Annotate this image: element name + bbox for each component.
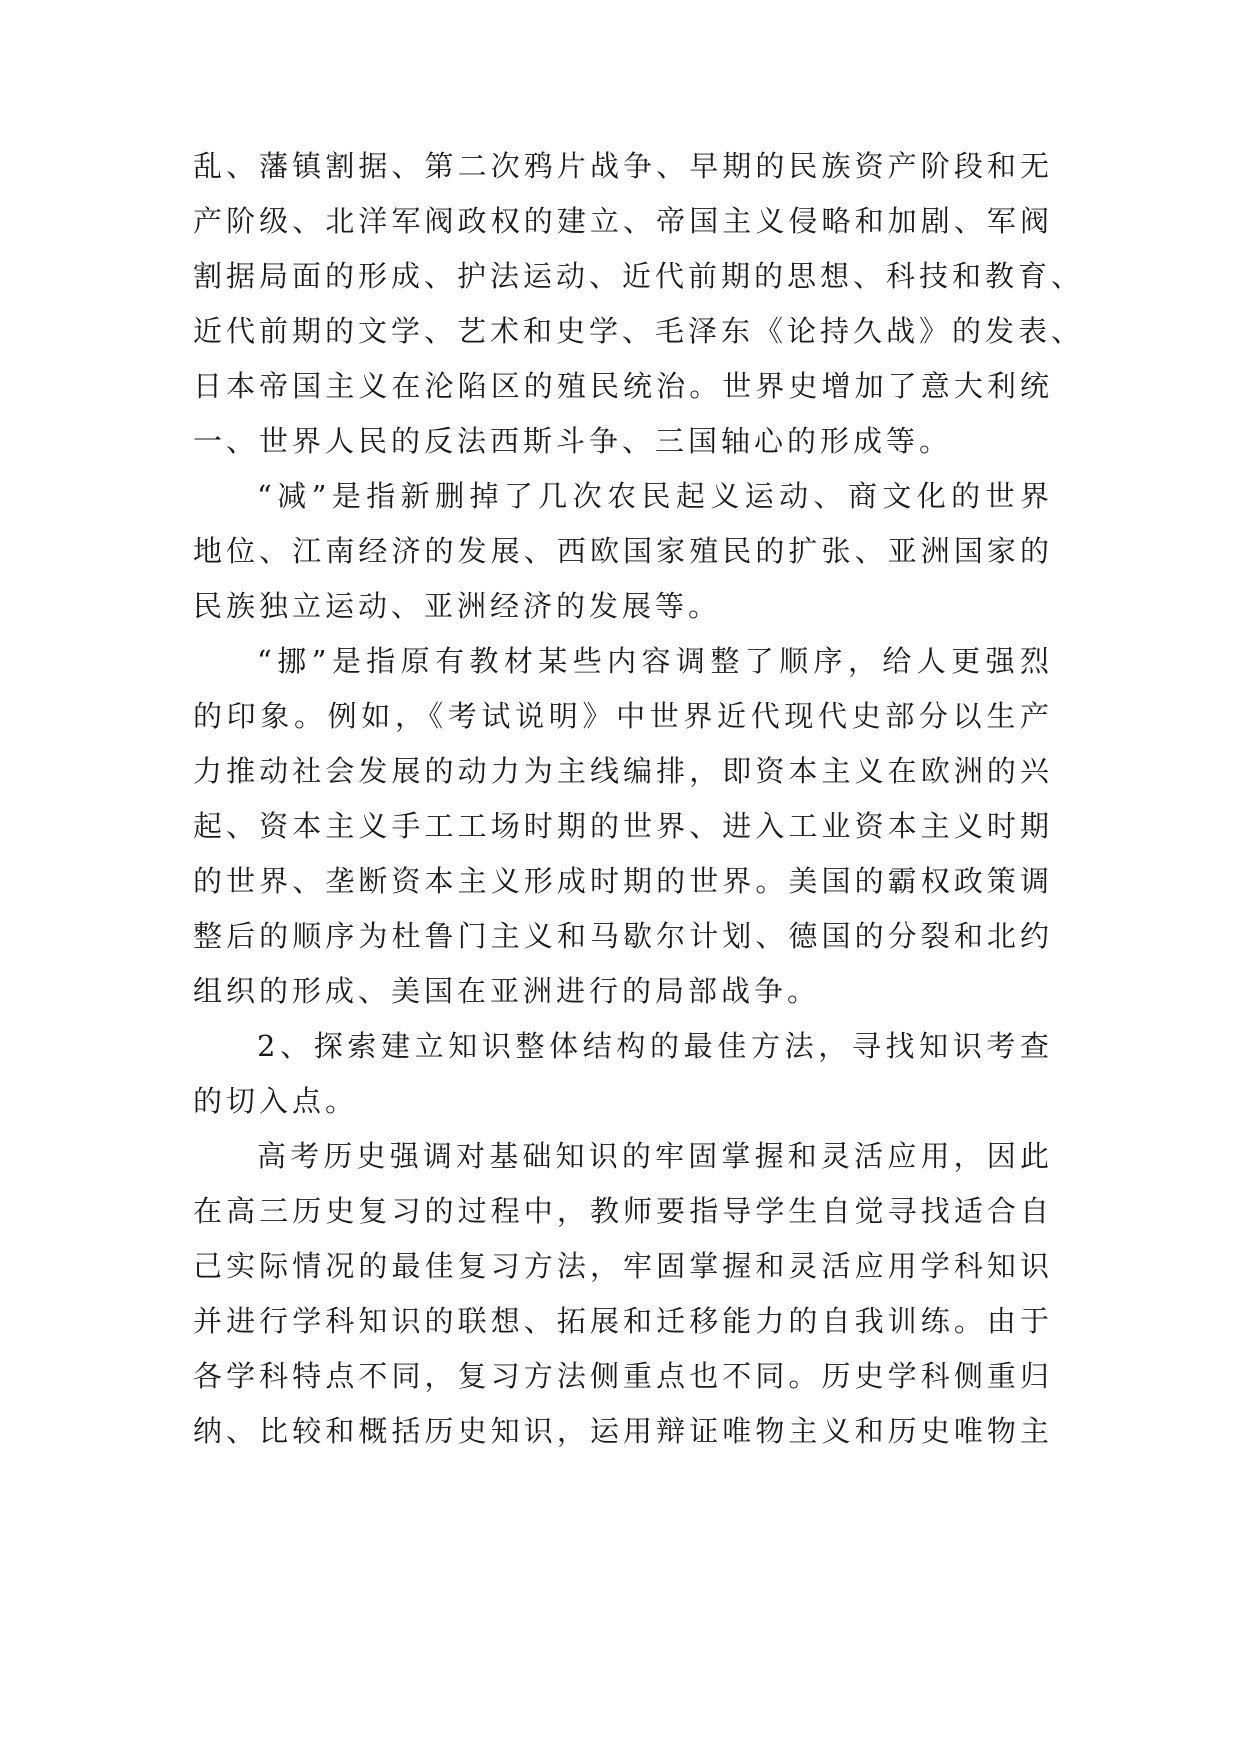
- text-line: 近代前期的文学、艺术和史学、毛泽东《论持久战》的发表、: [193, 314, 1085, 348]
- text-line: 割据局面的形成、护法运动、近代前期的思想、科技和教育、: [193, 259, 1085, 293]
- paragraph-start-line: 高考历史强调对基础知识的牢固掌握和灵活应用，因此: [257, 1139, 1053, 1173]
- text-line: 产阶级、北洋军阀政权的建立、帝国主义侵略和加剧、军阀: [193, 204, 1053, 238]
- text-line: 乱、藩镇割据、第二次鸦片战争、早期的民族资产阶段和无: [193, 149, 1053, 183]
- paragraph-start-line: “减”是指新删掉了几次农民起义运动、商文化的世界: [257, 479, 1053, 513]
- text-line: 民族独立运动、亚洲经济的发展等。: [193, 589, 722, 623]
- text-line: 并进行学科知识的联想、拓展和迁移能力的自我训练。由于: [193, 1304, 1053, 1338]
- text-line: 己实际情况的最佳复习方法，牢固掌握和灵活应用学科知识: [193, 1249, 1053, 1283]
- text-line: 组织的形成、美国在亚洲进行的局部战争。: [193, 974, 821, 1008]
- text-line: 日本帝国主义在沦陷区的殖民统治。世界史增加了意大利统: [193, 369, 1053, 403]
- section-heading-line: 2、探索建立知识整体结构的最佳方法，寻找知识考查: [257, 1029, 1053, 1063]
- paragraph-start-line: “挪”是指原有教材某些内容调整了顺序，给人更强烈: [257, 644, 1053, 678]
- text-line: 地位、江南经济的发展、西欧国家殖民的扩张、亚洲国家的: [193, 534, 1053, 568]
- text-line: 力推动社会发展的动力为主线编排，即资本主义在欧洲的兴: [193, 754, 1053, 788]
- text-line: 整后的顺序为杜鲁门主义和马歇尔计划、德国的分裂和北约: [193, 919, 1053, 953]
- section-heading-line: 的切入点。: [193, 1084, 359, 1118]
- text-line: 各学科特点不同，复习方法侧重点也不同。历史学科侧重归: [193, 1359, 1053, 1393]
- text-line: 纳、比较和概括历史知识，运用辩证唯物主义和历史唯物主: [193, 1414, 1053, 1448]
- text-line: 的印象。例如，《考试说明》中世界近代现代史部分以生产: [193, 699, 1053, 733]
- text-line: 在高三历史复习的过程中，教师要指导学生自觉寻找适合自: [193, 1194, 1053, 1228]
- text-line: 的世界、垄断资本主义形成时期的世界。美国的霸权政策调: [193, 864, 1053, 898]
- text-line: 一、世界人民的反法西斯斗争、三国轴心的形成等。: [193, 424, 953, 458]
- text-line: 起、资本主义手工工场时期的世界、进入工业资本主义时期: [193, 809, 1053, 843]
